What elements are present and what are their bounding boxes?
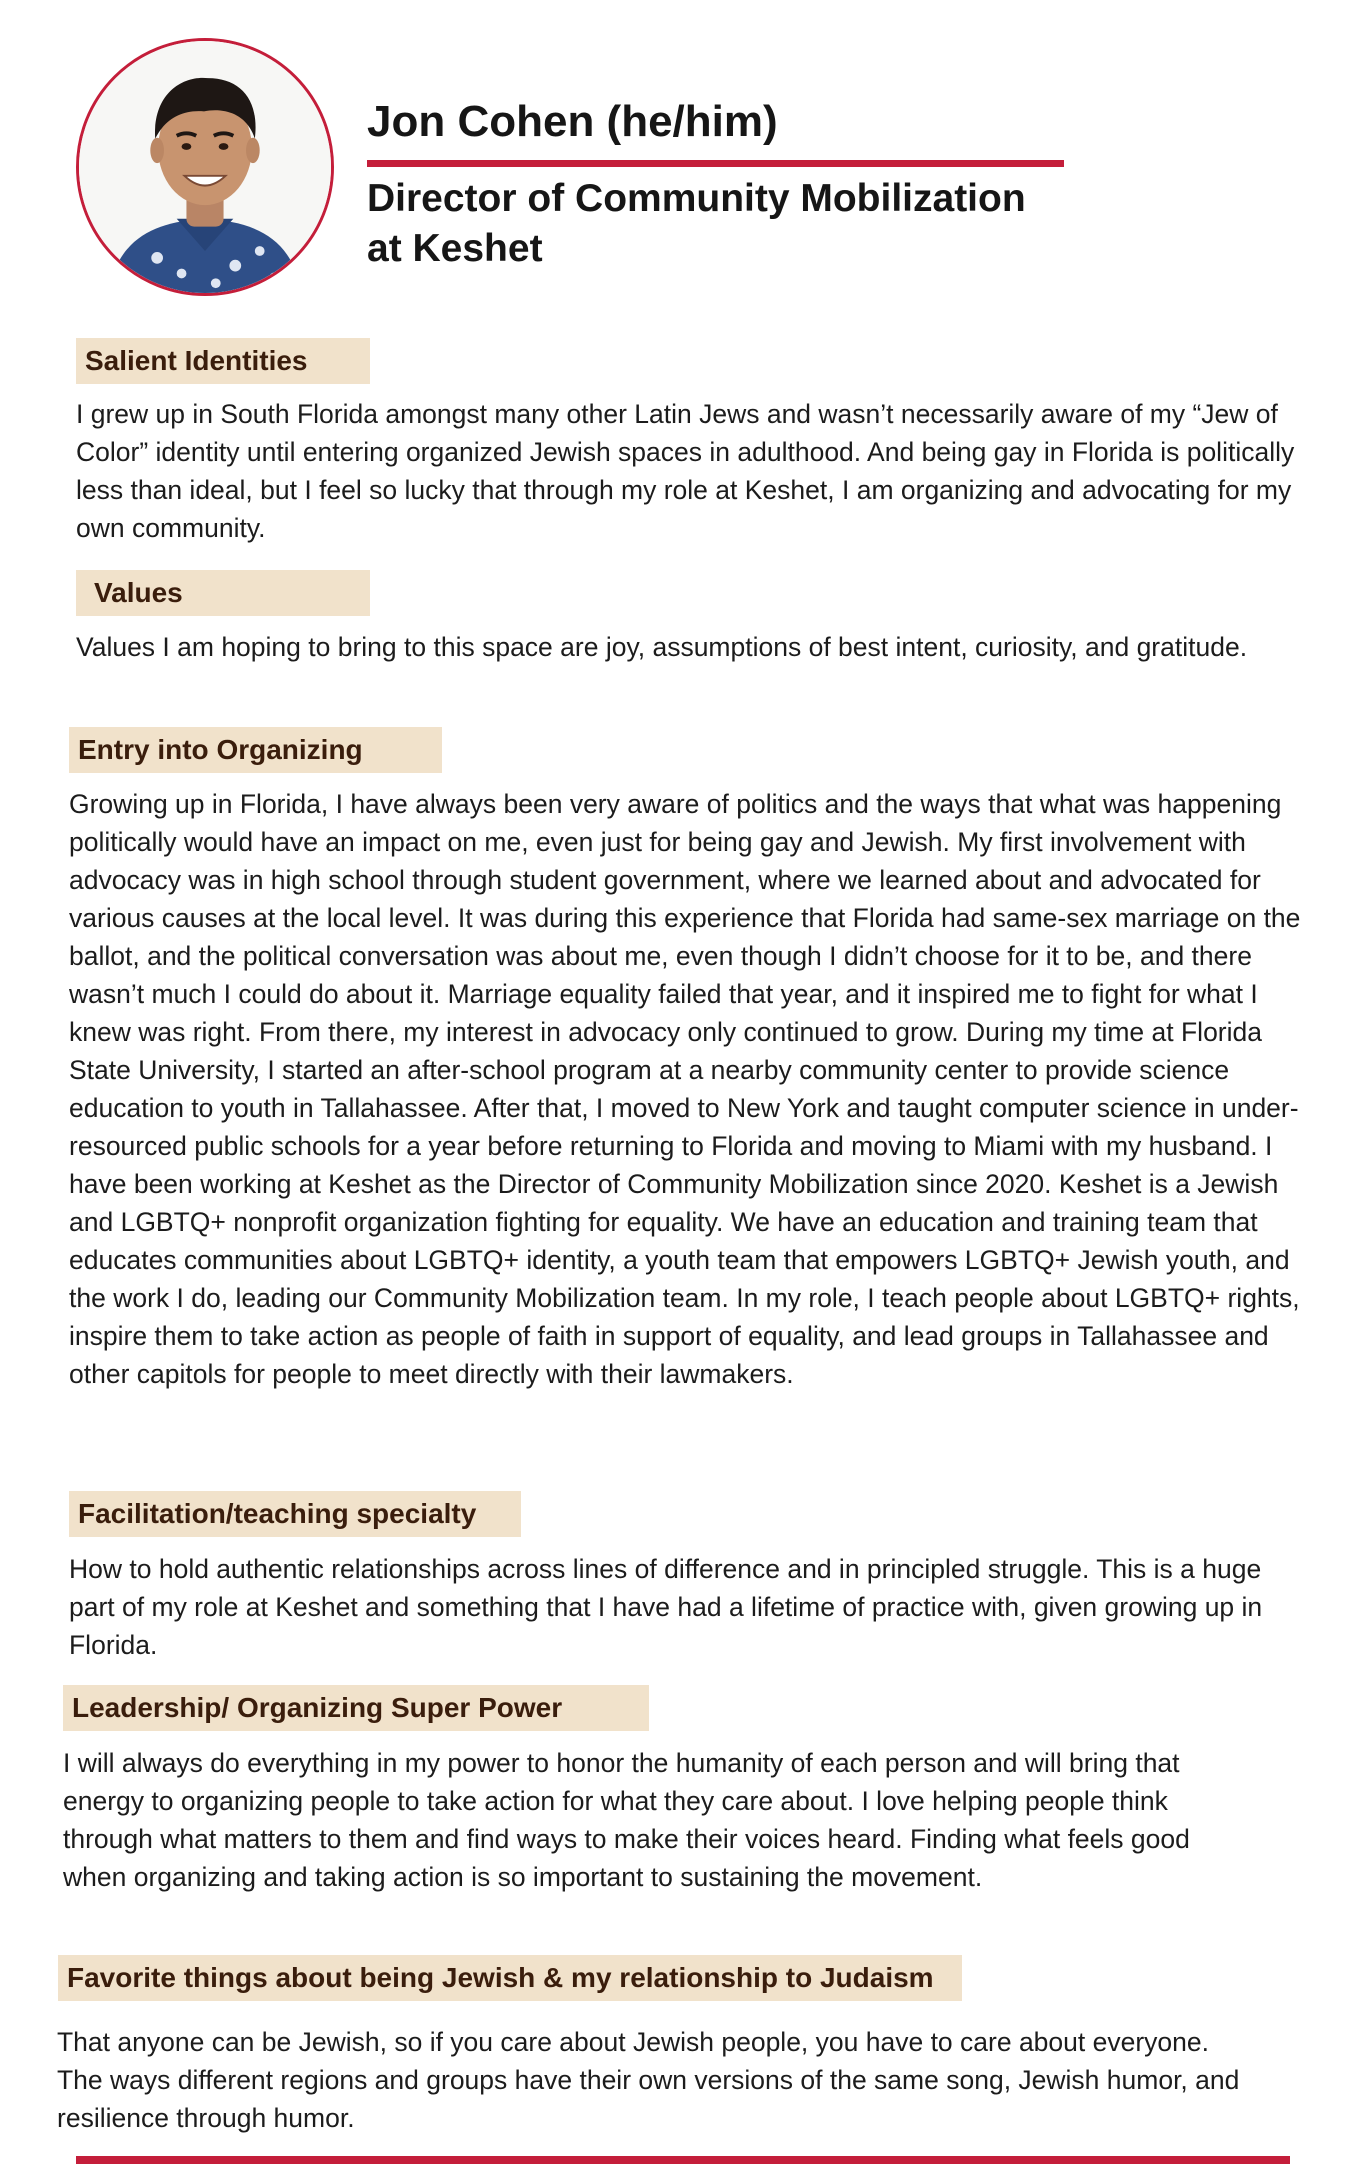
section-label-leadership-super-power: Leadership/ Organizing Super Power <box>63 1685 649 1731</box>
section-text-salient-identities: I grew up in South Florida amongst many other Latin Jews and wasn’t necessarily aware of my “Jew of Color” identity until entering organized Jewish spaces in adulthood. And being gay in Florida is politically less than ideal, but I feel so lucky that through my role at Keshet, I am organizing and advocating for my own community. <box>76 399 1295 543</box>
section-text-entry-into-organizing: Growing up in Florida, I have always been very aware of politics and the ways that what was happening politically would have an impact on me, even just for being gay and Jewish. My first involvement with advocacy was in high school through student government, where we learned about and advocated for various causes at the local level. It was during this experience that Florida had same-sex marriage on the ballot, and the political conversation was about me, even though I didn’t choose for it to be, and there wasn’t much I could do about it. Marriage equality failed that year, and it inspired me to fight for what I knew was right. From there, my interest in advocacy only continued to grow. During my time at Florida State University, I started an after-school program at a nearby community center to provide science education to youth in Tallahassee. After that, I moved to New York and taught computer science in under-resourced public schools for a year before returning to Florida and moving to Miami with my husband. I have been working at Keshet as the Director of Community Mobilization since 2020. Keshet is a Jewish and LGBTQ+ nonprofit organization fighting for equality. We have an education and training team that educates communities about LGBTQ+ identity, a youth team that empowers LGBTQ+ Jewish youth, and the work I do, leading our Community Mobilization team. In my role, I teach people about LGBTQ+ rights, inspire them to take action as people of faith in support of equality, and lead groups in Tallahassee and other capitols for people to meet directly with their lawmakers. <box>69 789 1301 1389</box>
title-divider <box>367 160 1064 167</box>
section-label-facilitation-specialty: Facilitation/teaching specialty <box>69 1491 521 1537</box>
person-portrait-icon <box>79 41 331 293</box>
section-text-facilitation-specialty: How to hold authentic relationships across lines of difference and in principled struggle. This is a huge part of my role at Keshet and something that I have had a lifetime of practice with, given growing up in Florida. <box>69 1554 1263 1660</box>
section-label-salient-identities: Salient Identities <box>76 338 370 384</box>
profile-name: Jon Cohen (he/him) <box>367 97 778 146</box>
section-label-values: Values <box>76 570 370 616</box>
footer-divider <box>76 2156 1290 2164</box>
section-label-favorite-things-jewish: Favorite things about being Jewish & my relationship to Judaism <box>58 1955 962 2001</box>
section-text-values: Values I am hoping to bring to this space are joy, assumptions of best intent, curiosity, and gratitude. <box>76 632 1248 662</box>
section-text-favorite-things-jewish: That anyone can be Jewish, so if you care about Jewish people, you have to care about everyone. The ways different regions and groups have their own versions of the same song, Jewish humor, and resilience through humor. <box>57 2027 1240 2133</box>
section-text-leadership-super-power: I will always do everything in my power to honor the humanity of each person and will bring that energy to organizing people to take action for what they care about. I love helping people think through what matters to them and find ways to make their voices heard. Finding what feels good when organizing and taking action is so important to sustaining the movement. <box>63 1748 1190 1892</box>
profile-photo <box>76 38 334 296</box>
profile-role: Director of Community Mobilization at Keshet <box>367 177 1026 270</box>
section-label-entry-into-organizing: Entry into Organizing <box>69 727 442 773</box>
